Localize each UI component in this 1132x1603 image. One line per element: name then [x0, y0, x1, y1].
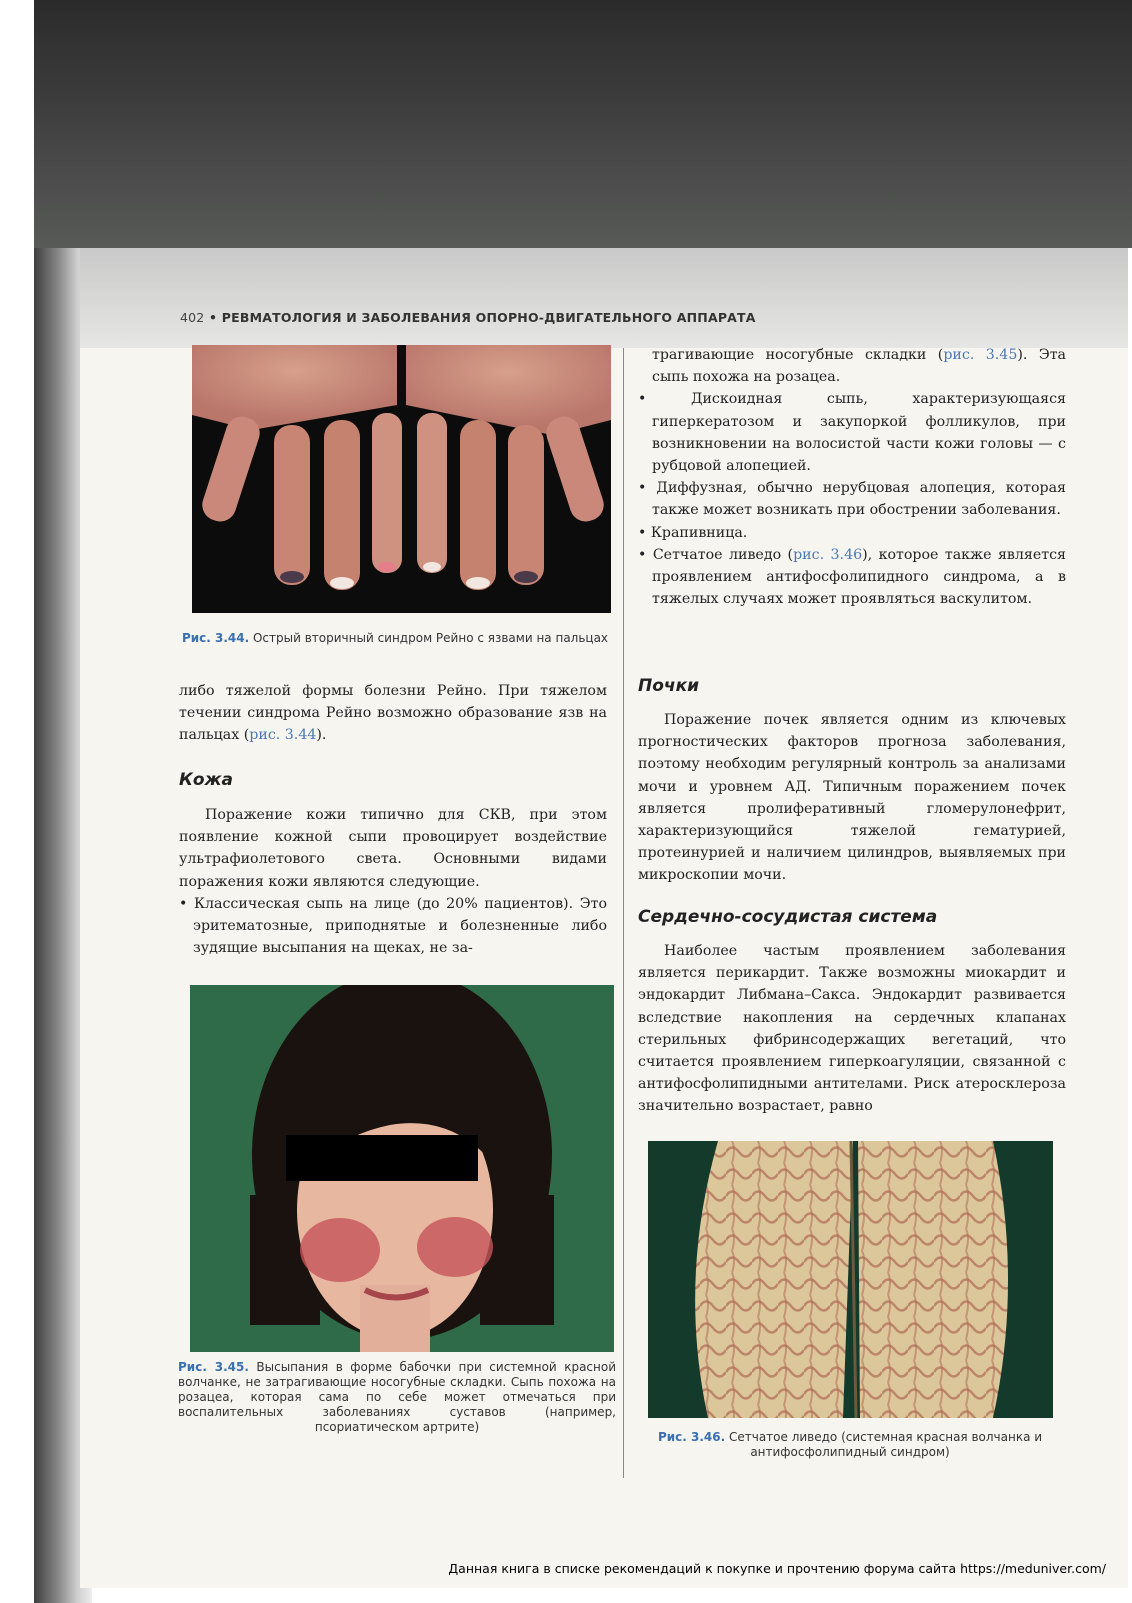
book-page [80, 248, 1128, 1588]
continuation-paragraph [638, 344, 1066, 388]
footer-watermark: Данная книга в списке рекомендаций к покупке и прочтению форума сайта https://meduniver.com/ [448, 1561, 1106, 1576]
right-top-text [638, 344, 1066, 610]
bullet-discoid-text: Дискоидная сыпь, характеризующаяся гиперкератозом и закупоркой фолликулов, при возникновении на волосистой части кожи головы — с рубцовой алопецией. [652, 391, 1066, 475]
cont-text: трагивающие носогубные складки ( [652, 347, 944, 363]
figure-3-45-face-photo [190, 985, 614, 1352]
figure-3-44-caption [178, 631, 612, 646]
intro-text: либо тяжелой формы болезни Рейно. При тяжелом течении синдрома Рейно возможно образование язв на пальцах ( [179, 683, 607, 744]
figure-3-44-label: Рис. 3.44. [181, 631, 250, 645]
ref-fig-3-46[interactable]: рис. 3.46 [793, 546, 863, 563]
left-skin-text [179, 804, 607, 959]
scan-dark-top [0, 0, 1132, 248]
figure-3-46-legs-photo [648, 1141, 1053, 1418]
header-bullet: • [209, 310, 222, 325]
figure-3-45-label: Рис. 3.45. [178, 1360, 249, 1374]
running-header [180, 310, 756, 325]
cont-text-end: ). Эта сыпь похожа на розацеа. [652, 347, 1067, 386]
ref-fig-3-44[interactable]: рис. 3.44 [249, 727, 317, 744]
figure-3-45-text: Высыпания в форме бабочки при системной красной волчанке, не затрагивающие носогубные складки. Сыпь похожа на розацеа, которая сама по себе может отмечаться при воспалительных заболеваниях суставов (например, псориатическом артрите) [178, 1360, 617, 1434]
bullet-livedo: • Сетчатое ливедо (рис. 3.46), которое также является проявлением антифосфолипидного синдрома, а в тяжелых случаях может проявляться васкулитом. [638, 546, 1066, 608]
bullet-urticaria: • Крапивница. [638, 524, 748, 541]
legs-illustration [648, 1141, 1053, 1418]
page-top-band [80, 248, 1128, 348]
figure-3-44-hands-photo [192, 345, 611, 613]
bullet-alopecia-text: Диффузная, обычно нерубцовая алопеция, которая также может возникать при обострении заболевания. [652, 480, 1066, 519]
figure-3-45-caption [178, 1360, 616, 1435]
figure-3-44-text: Острый вторичный синдром Рейно с язвами на пальцах [252, 631, 609, 645]
bullet-discoid-rash: • Дискоидная сыпь, характеризующаяся гиперкератозом и закупоркой фолликулов, при возникновении на волосистой части кожи головы — с рубцовой алопецией. [638, 391, 1066, 475]
header-title: РЕВМАТОЛОГИЯ И ЗАБОЛЕВАНИЯ ОПОРНО-ДВИГАТЕЛЬНОГО АППАРАТА [221, 310, 756, 325]
heading-skin: Кожа [179, 770, 233, 790]
figure-3-46-caption [635, 1430, 1065, 1460]
right-cardio-text [638, 940, 1066, 1118]
bullet-classic-rash-text: Классическая сыпь на лице (до 20% пациентов). Это эритематозные, приподнятые и болезненные либо зудящие высыпания на щеках, не за- [193, 895, 607, 957]
eye-censor-bar [286, 1135, 478, 1181]
bullet-urticaria-text: Крапивница. [650, 524, 748, 541]
right-kidney-text [638, 709, 1066, 887]
bullet-classic-rash: • Классическая сыпь на лице (до 20% пациентов). Это эритематозные, приподнятые и болезненные либо зудящие высыпания на щеках, не за- [179, 895, 607, 957]
bullet-livedo-text-end: ), которое также является проявлением антифосфолипидного синдрома, а в тяжелых случаях может проявляться васкулитом. [652, 546, 1066, 608]
intro-text-end: ). [316, 727, 327, 744]
heading-cardiovascular: Сердечно-сосудистая система [638, 907, 938, 927]
hands-illustration [192, 345, 611, 613]
face-illustration [190, 985, 614, 1352]
left-intro-paragraph [179, 680, 607, 747]
kidney-paragraph: Поражение почек является одним из ключевых прогностических факторов прогноза заболевания, поэтому необходим регулярный контроль за анализами мочи и уровнем АД. Типичным поражением почек является пролиферативный гломерулонефрит, характеризующийся тяжелой гематурией, протеинурией и наличием цилиндров, выявляемых при микроскопии мочи. [638, 712, 1066, 884]
ref-fig-3-45[interactable]: рис. 3.45 [943, 347, 1018, 363]
heading-kidneys: Почки [638, 676, 700, 696]
cardio-paragraph: Наиболее частым проявлением заболевания является перикардит. Также возможны миокардит и эндокардит Либмана–Сакса. Эндокардит развивается вследствие накопления на сердечных клапанах стерильных фибринсодержащих вегетаций, что считается проявлением гиперкоагуляции, связанной с антифосфолипидными антителами. Риск атеросклероза значительно возрастает, равно [638, 943, 1066, 1115]
scan-left-margin [0, 0, 34, 1601]
bullet-livedo-text: Сетчатое ливедо ( [652, 546, 794, 563]
figure-3-46-label: Рис. 3.46. [657, 1430, 726, 1444]
page-number: 402 [180, 310, 205, 325]
figure-3-46-text: Сетчатое ливедо (системная красная волчанка и антифосфолипидный синдром) [728, 1430, 1043, 1459]
bullet-alopecia: • Диффузная, обычно нерубцовая алопеция, которая также может возникать при обострении заболевания. [638, 480, 1066, 519]
column-divider [623, 348, 624, 1478]
skin-paragraph: Поражение кожи типично для СКВ, при этом появление кожной сыпи провоцирует воздействие ультрафиолетового света. Основными видами поражения кожи являются следующие. [179, 807, 607, 890]
